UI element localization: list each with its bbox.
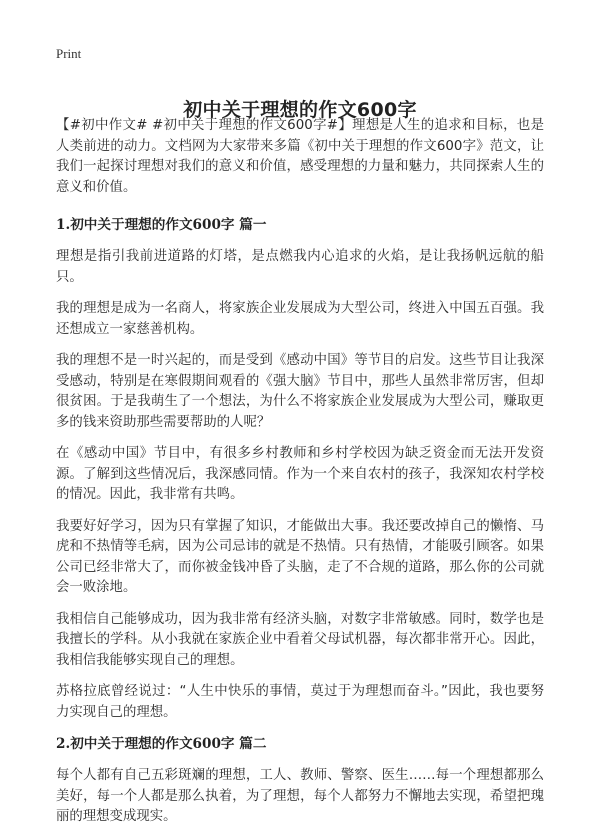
page-title: 初中关于理想的作文600字 [183, 98, 417, 121]
section-heading-2: 2.初中关于理想的作文600字 篇二 [56, 736, 267, 752]
paragraph: 苏格拉底曾经说过：“人生中快乐的事情，莫过于为理想而奋斗。”因此，我也要努力实现自己的理想。 [56, 684, 544, 720]
paragraph: 在《感动中国》节目中，有很多乡村教师和乡村学校因为缺乏资金而无法开发资源。了解到这些情况后，我深感同情。作为一个来自农村的孩子，我深知农村学校的情况。因此，我非常有共鸣。 [56, 446, 544, 502]
paragraph: 我要好好学习，因为只有掌握了知识，才能做出大事。我还要改掉自己的懒惰、马虎和不热情等毛病，因为公司忌讳的就是不热情。只有热情，才能吸引顾客。如果公司已经非常大了，而你被金钱冲昏了头脑，走了不合规的道路，那么你的公司就会一败涂地。 [56, 518, 544, 595]
paragraph: 每个人都有自己五彩斑斓的理想，工人、教师、警察、医生……每一个理想都那么美好，每一个人都是那么执着，为了理想，每个人都努力不懈地去实现，希望把瑰丽的理想变成现实。 [56, 768, 544, 824]
section-heading-1: 1.初中关于理想的作文600字 篇一 [56, 217, 267, 233]
paragraph: 我的理想是成为一名商人，将家族企业发展成为大型公司，终进入中国五百强。我还想成立一家慈善机构。 [56, 301, 544, 337]
print-link[interactable]: Print [56, 46, 82, 61]
paragraph: 我的理想不是一时兴起的，而是受到《感动中国》等节目的启发。这些节目让我深受感动，特别是在寒假期间观看的《强大脑》节目中，那些人虽然非常厉害，但却很贫困。于是我萌生了一个想法，为什么不将家族企业发展成为大型公司，赚取更多的钱来资助那些需要帮助的人呢？ [56, 353, 544, 430]
article-body [56, 116, 544, 839]
intro-paragraph: 【#初中作文# #初中关于理想的作文600字#】理想是人生的追求和目标，也是人类前进的动力。文档网为大家带来多篇《初中关于理想的作文600字》范文，让我们一起探讨理想对我们的意义和价值，感受理想的力量和魅力，共同探索人生的意义和价值。 [56, 118, 544, 195]
paragraph: 我相信自己能够成功，因为我非常有经济头脑，对数字非常敏感。同时，数学也是我擅长的学科。从小我就在家族企业中看着父母试机器，每次都非常开心。因此，我相信我能够实现自己的理想。 [56, 611, 544, 668]
paragraph: 理想是指引我前进道路的灯塔，是点燃我内心追求的火焰，是让我扬帆远航的船只。 [56, 249, 544, 285]
